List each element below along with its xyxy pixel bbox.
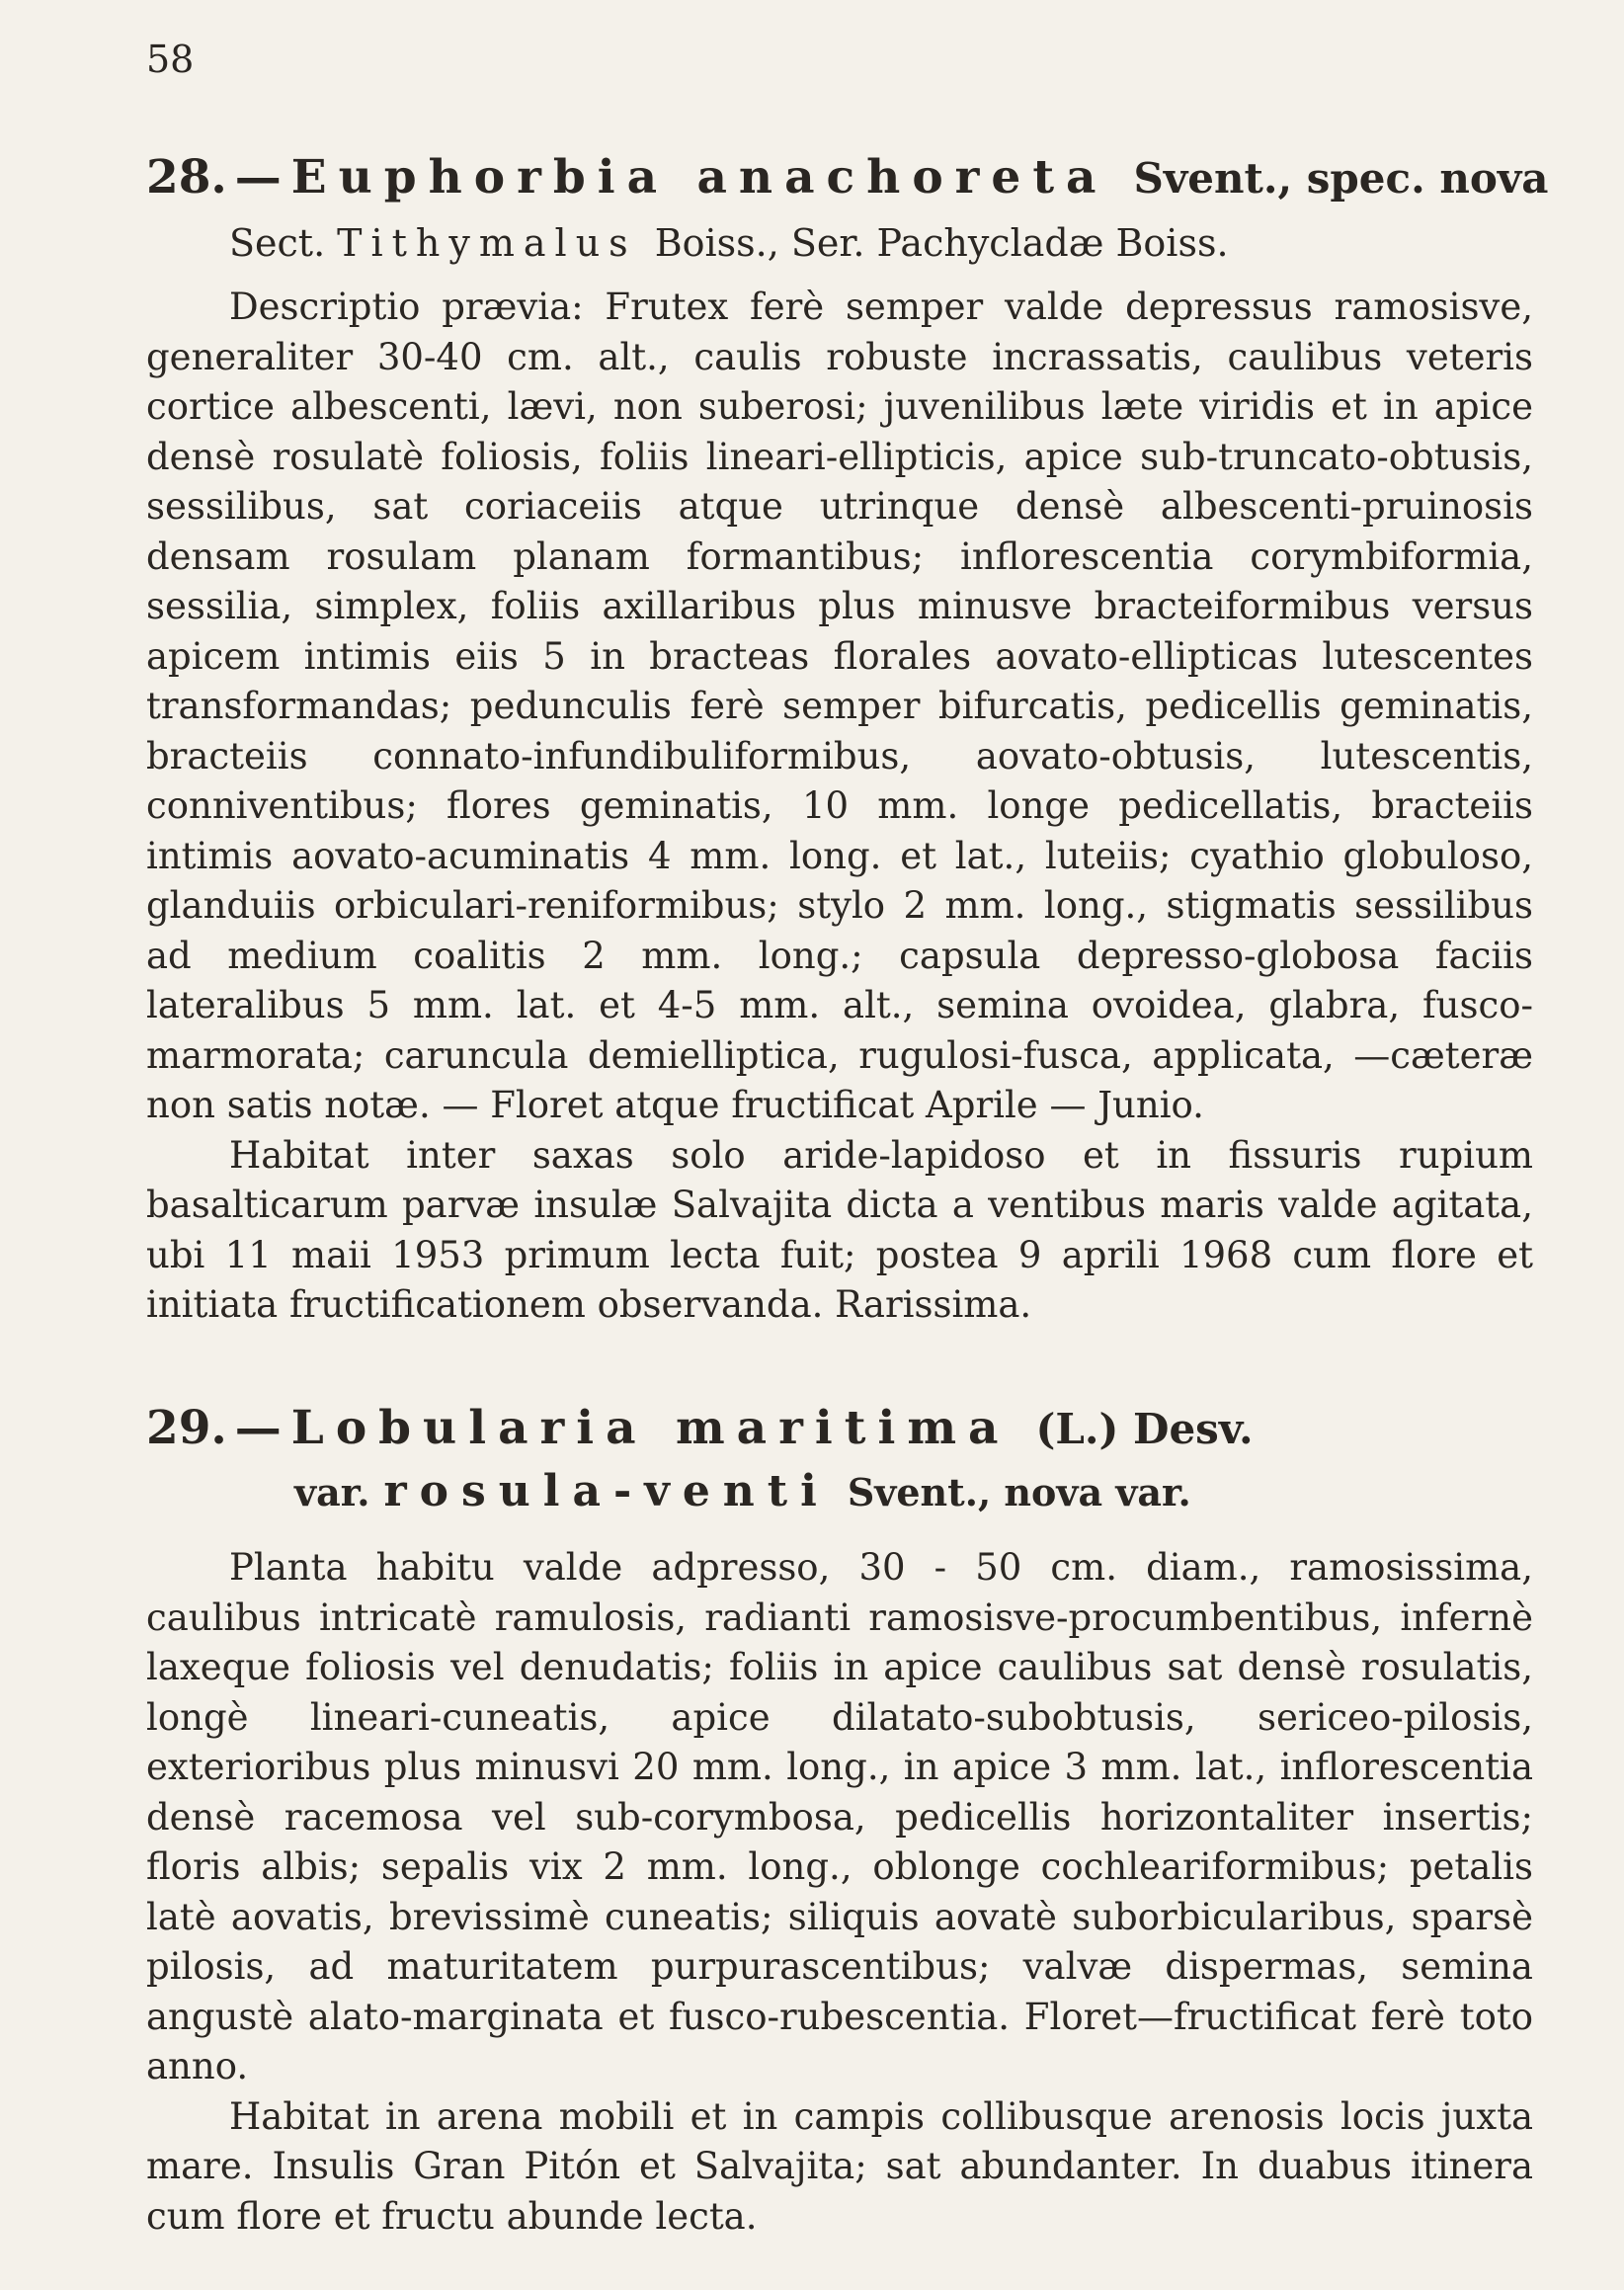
entry-29-description: Planta habitu valde adpresso, 30 - 50 cm. diam., ramosissima, caulibus intricatè ramulosis, radianti ramosisve-procumbentibus, infernè laxeque foliosis vel denudatis; foliis in apice caulibus sat densè rosulatis, longè lineari-cuneatis, apice dilatato-subobtusis, sericeo-pilosis, exterioribus plus minusvi 20 mm. long., in apice 3 mm. lat., inflorescentia densè racemosa vel sub-corymbosa, pedicellis horizontaliter insertis; floris albis; sepalis vix 2 mm. long., oblonge cochleariformibus; petalis latè aovatis, brevissimè cuneatis; siliquis aovatè suborbicularibus, sparsè pilosis, ad maturitatem purpurascentibus; valvæ dispermas, semina angustè alato-marginata et fusco-rubescentia. Floret—fructificat ferè toto anno. — [146, 1546, 1533, 2087]
entry-28-section-line — [229, 221, 1229, 265]
entry-29-habitat: Habitat in arena mobili et in campis collibusque arenosis locis juxta mare. Insulis Gran Pitón et Salvajita; sat abundanter. In duabus itinera cum flore et fructu abunde lecta. — [146, 2094, 1533, 2238]
entry-28-author: Svent., spec. nova — [1133, 154, 1549, 203]
entry-29-var-name: rosula-venti — [383, 1466, 830, 1516]
page-number: 58 — [146, 38, 195, 81]
entry-28-body — [146, 283, 1533, 1331]
entry-29-body — [146, 1543, 1533, 2242]
entry-29-variety-line — [294, 1466, 1191, 1516]
entry-28-number: 28. — [146, 150, 227, 204]
entry-29-var-author: Svent., nova var. — [847, 1470, 1191, 1514]
entry-29-heading — [146, 1401, 1254, 1456]
entry-29-number: 29. — [146, 1401, 227, 1455]
entry-28-habitat: Habitat inter saxas solo aride-lapidoso et in fissuris rupium basalticarum parvæ insulæ Salvajita dicta a ventibus maris valde agitata, ubi 11 maii 1953 primum lecta fuit; postea 9 aprili 1968 cum flore et initiata fructificationem observanda. Rarissima. — [146, 1133, 1533, 1326]
entry-28-heading — [146, 150, 1549, 205]
entry-28-description: Descriptio prævia: Frutex ferè semper valde depressus ramosisve, generaliter 30-40 cm. alt., caulis robuste incrassatis, caulibus veteris cortice albescenti, lævi, non suberosi; juvenilibus læte viridis et in apice densè rosulatè foliosis, foliis lineari-ellipticis, apice sub-truncato-obtusis, sessilibus, sat coriaceiis atque utrinque densè albescenti-pruinosis densam rosulam planam formantibus; inflorescentia corymbiformia, sessilia, simplex, foliis axillaribus plus minusve bracteiformibus versus apicem intimis eiis 5 in bracteas florales aovato-ellipticas lutescentes transformandas; pedunculis ferè semper bifurcatis, pedicellis geminatis, bracteiis connato-infundibuliformibus, aovato-obtusis, lutescentis, conniventibus; flores geminatis, 10 mm. longe pedicellatis, bracteiis intimis aovato-acuminatis 4 mm. long. et lat., luteiis; cyathio globuloso, glanduiis orbiculari-reniformibus; stylo 2 mm. long., stigmatis sessilibus ad medium coalitis 2 mm. long.; capsula depresso-globosa faciis lateralibus 5 mm. lat. et 4-5 mm. alt., semina ovoidea, glabra, fusco-marmorata; caruncula demielliptica, rugulosi-fusca, applicata, —cæteræ non satis notæ. — Floret atque fructificat Aprile — Junio. — [146, 286, 1533, 1126]
entry-29-dash: — — [234, 1401, 282, 1455]
entry-29-author: (L.) Desv. — [1035, 1405, 1254, 1453]
entry-29-var-label: var. — [294, 1470, 370, 1514]
entry-28-section-label: Sect. — [229, 221, 326, 265]
entry-28-species-name: Euphorbia anachoreta — [290, 150, 1108, 204]
entry-28-dash: — — [234, 150, 282, 204]
entry-29-species-name: Lobularia maritima — [290, 1401, 1011, 1455]
entry-28-section-rest: Boiss., Ser. Pachycladæ Boiss. — [654, 221, 1229, 265]
entry-28-section-name: Tithymalus — [337, 221, 637, 265]
